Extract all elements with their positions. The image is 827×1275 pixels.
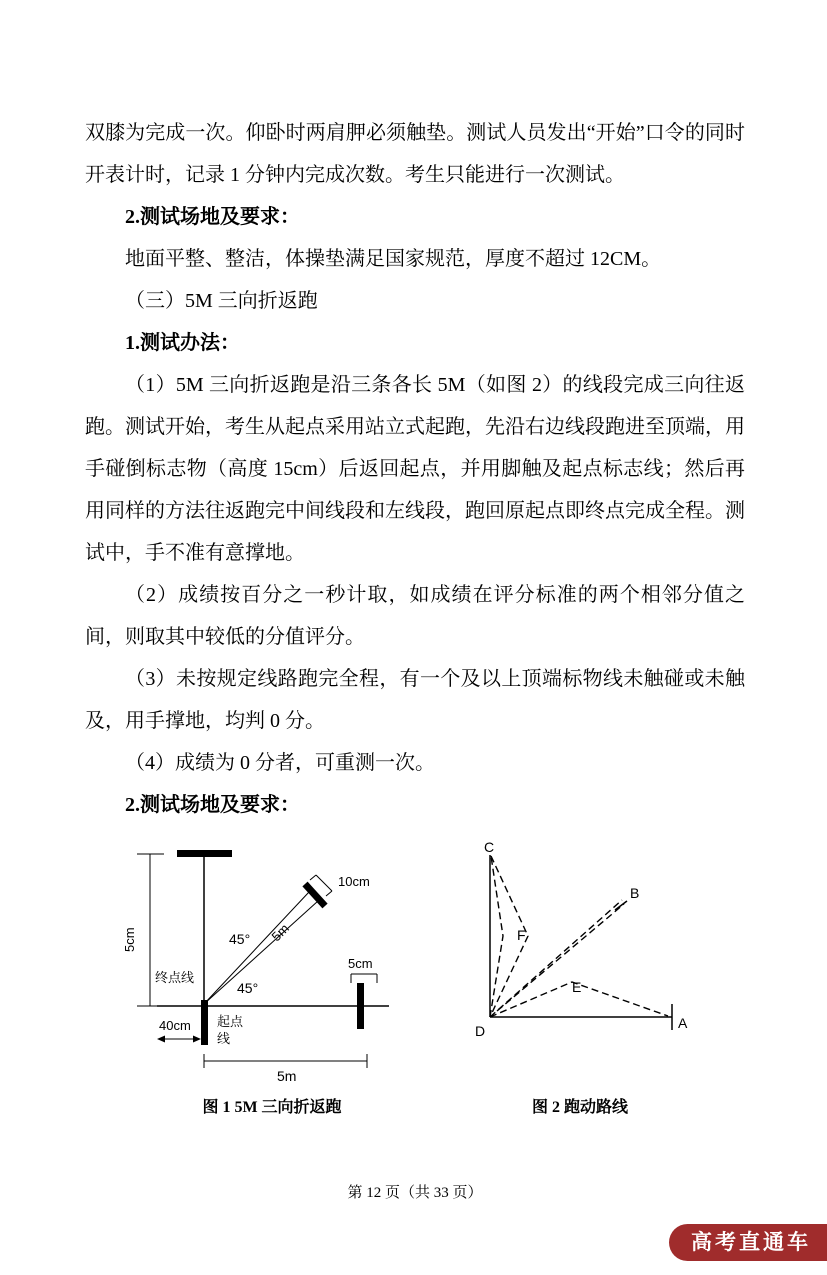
route-b-to-d	[497, 904, 624, 1011]
diagonal-marker-bracket	[316, 875, 332, 891]
heading-test-site-requirements-1: 2.测试场地及要求：	[125, 206, 300, 228]
figures-row	[117, 840, 745, 1117]
point-b-label: B	[630, 885, 640, 901]
figure-1-diagram	[117, 840, 427, 1090]
figure-1-caption: 图 1 5M 三向折返跑	[202, 1099, 342, 1116]
paragraph-site-spec: 地面平整、整洁，体操垫满足国家规范，厚度不超过 12CM。	[125, 248, 662, 270]
point-f-label: F	[517, 927, 526, 943]
start-line-label-2: 线	[217, 1031, 231, 1046]
heading-test-method: 1.测试办法：	[125, 332, 240, 354]
angle-label-bottom: 45°	[237, 980, 259, 996]
paragraph-method-3: （3）未按规定线路跑完全程，有一个及以上顶端标物线未触碰或未触及，用手撑地，均判 0 分。	[85, 668, 745, 732]
angle-label-top: 45°	[229, 931, 251, 947]
figure-2	[460, 840, 700, 1117]
paragraph-body: 双膝为完成一次。仰卧时两肩胛必须触垫。测试人员发出“开始”口令的同时开表计时，记录 1 分钟内完成次数。考生只能进行一次测试。	[85, 122, 745, 186]
diagonal-marker-dim-label: 10cm	[338, 874, 370, 889]
paragraph-method-2: （2）成绩按百分之一秒计取，如成绩在评分标准的两个相邻分值之间，则取其中较低的分值评分。	[85, 584, 745, 648]
point-c-label: C	[484, 840, 495, 855]
figure-2-caption: 图 2 跑动路线	[531, 1099, 628, 1116]
top-marker-bar	[177, 850, 232, 857]
finish-line-label: 终点线	[155, 970, 195, 985]
figure-1	[117, 840, 427, 1117]
forty-cm-label: 40cm	[159, 1018, 191, 1033]
point-e-label: E	[572, 979, 582, 995]
point-d-label: D	[475, 1023, 486, 1039]
paragraph-method-4: （4）成绩为 0 分者，可重测一次。	[125, 752, 435, 774]
middle-segment-line-b	[204, 901, 318, 1004]
watermark-badge: 高考直通车	[669, 1224, 827, 1261]
point-a-label: A	[678, 1015, 688, 1031]
right-marker-bar	[357, 983, 364, 1029]
start-line-label-1: 起点	[217, 1014, 244, 1029]
bottom-dimension-label: 5m	[277, 1068, 297, 1084]
left-dimension-label: 5cm	[122, 927, 137, 952]
right-marker-dim-label: 5cm	[348, 956, 373, 971]
paragraph-method-1: （1）5M 三向折返跑是沿三条各长 5M（如图 2）的线段完成三向往返跑。测试开始，考生从起点采用站立式起跑，先沿右边线段跑进至顶端，用手碰倒标志物（高度 15cm）后返回起点，并用脚触及起点标志线；然后再用同样的方法往返跑完中间线段和左线段，跑回原起点即终点完成全程。测试中，手不准有意撑地。	[85, 374, 745, 564]
route-d-to-c	[490, 856, 503, 1017]
diagonal-length-label: 5m	[268, 920, 292, 945]
figure-2-diagram	[460, 840, 700, 1090]
heading-test-site-requirements-2: 2.测试场地及要求：	[125, 794, 300, 816]
page-number: 第 12 页（共 33 页）	[347, 1185, 483, 1201]
heading-section-three: （三）5M 三向折返跑	[125, 290, 318, 312]
diagonal-marker-bar	[305, 884, 325, 906]
